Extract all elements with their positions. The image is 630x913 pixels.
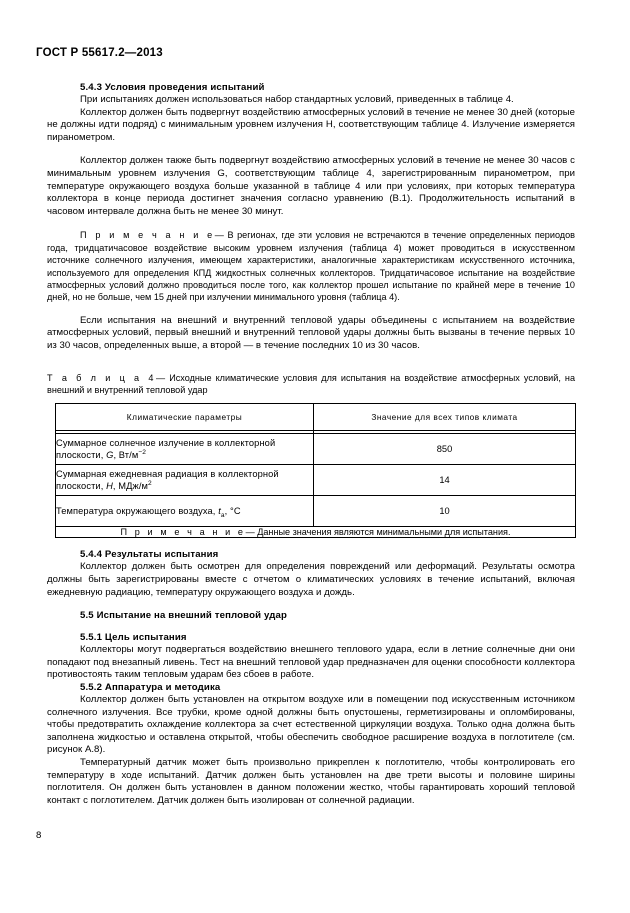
- paragraph-5-5-1-1: Коллекторы могут подвергаться воздействию внешнего теплового удара, если в летние солнечные дни они попадают под внезапный ливень. Тест на внешний тепловой удар предназначен для оценки способности коллектора противостоять таким тепловым ударам без сбоев в работе.: [47, 644, 575, 681]
- table-4-note-text: — Данные значения являются минимальными для испытания.: [245, 527, 511, 538]
- table-4-header-value: Значение для всех типов климата: [314, 404, 576, 431]
- table-4-param-ambient-temp: [56, 496, 314, 527]
- heading-5-4-3: 5.4.3 Условия проведения испытаний: [80, 82, 265, 93]
- table-4-value-irradiance: 850: [314, 434, 576, 465]
- table-4-header-row: [56, 404, 576, 431]
- table-4-header-parameters: Климатические параметры: [56, 404, 314, 431]
- note-text: — В регионах, где эти условия не встречаются в течение определенных периодов года, тридцатичасовое воздействие высоким уровнем излучения (таблица 4) может проводиться в искусственном источнике солнечного излучения, имеющем характеристики, аналогичные характеристикам искусственного источника, используемого для определения КПД жидкостных солнечных коллекторов. Тридцатичасовое испытание на воздействие атмосферных условий должно проводиться после того, как коллектор прошел испытание по крайней мере в течение 10 дней, но не больше, чем 15 дней при излучении минимального уровня (таблица 4).: [47, 230, 575, 303]
- table-4-value-ambient-temp: 10: [314, 496, 576, 527]
- heading-5-5-1: 5.5.1 Цель испытания: [80, 632, 187, 644]
- paragraph-5-5-2-1: Коллектор должен быть установлен на открытом воздухе или в помещении под искусственным источником солнечного излучения. Все трубки, кроме одной должны быть опустошены, герметизированы и опломбированы, чтобы предотвратить охлаждение коллектора за счет естественной циркуляции воздуха. Только одна должна быть заполнена жидкостью и оставлена открытой, чтобы обеспечить свободное расширение воздуха в поглотителе (см. рисунок А.8).: [47, 693, 575, 756]
- param-line-1: Температура окружающего воздуха,: [56, 506, 219, 517]
- param-exponent: −2: [138, 449, 147, 457]
- paragraph-5-4-3-2: Коллектор должен быть подвергнут воздействию атмосферных условий в течение не менее 30 дней (которые не должны идти подряд) с минимальным уровнем излучения H, соответствующим таблице 4. Излучение измеряется пиранометром.: [47, 106, 575, 143]
- param-line-1: Суммарная ежедневная радиация в коллекторной: [56, 468, 279, 479]
- param-line-2-post: , МДж/м: [112, 481, 149, 492]
- table-4-param-irradiance: [56, 434, 314, 465]
- paragraph-5-4-4-1: Коллектор должен быть осмотрен для определения повреждений или деформаций. Результаты осмотра должны быть зарегистрированы вместе с отчетом о климатических условиях в течение испытаний, включая ежедневную радиацию, температуру окружающего воздуха и дождь.: [47, 561, 575, 598]
- paragraph-5-4-3-4: Если испытания на внешний и внутренний тепловой удары объединены с испытанием на воздействие атмосферных условий, первый внешний и внутренний тепловой удары должны быть вызваны в течение первых 10 из 30 часов, определенных выше, а второй — в течение последних 10 из 30 часов.: [47, 314, 575, 351]
- table-4-value-daily-radiation: 14: [314, 465, 576, 496]
- param-symbol: H: [106, 481, 113, 492]
- table-4-caption: [47, 372, 575, 397]
- page-number: 8: [36, 830, 42, 841]
- param-line-2-pre: плоскости,: [56, 450, 107, 461]
- note-label: П р и м е ч а н и е: [80, 230, 215, 241]
- table-4-note-row: [56, 527, 576, 538]
- param-line-2-post: , °С: [224, 506, 241, 517]
- paragraph-5-4-3-3: Коллектор должен также быть подвергнут воздействию атмосферных условий в течение не менее 30 часов с минимальным уровнем излучения G, соответствующим таблице 4, зарегистрированным пиранометром, при температуре окружающего воздуха больше указанной в таблице 4 или при условиях, при которых температура коллектора в конце периода достигнет значения согласно уравнению (В.1). Продолжительность испытаний в часовом интервале должна быть не менее 30 минут.: [47, 155, 575, 217]
- param-exponent: 2: [148, 480, 152, 488]
- heading-5-5-2: 5.5.2 Аппаратура и методика: [80, 681, 221, 693]
- table-row: [56, 496, 576, 527]
- table-4-note-label: П р и м е ч а н и е: [120, 527, 246, 538]
- table-4-caption-label: Т а б л и ц а 4: [47, 372, 157, 383]
- note-5-4-3: [47, 229, 575, 303]
- param-line-1: Суммарное солнечное излучение в коллекторной: [56, 437, 276, 448]
- param-symbol: G: [106, 450, 114, 461]
- document-header-standard-code: ГОСТ Р 55617.2—2013: [36, 47, 163, 59]
- paragraph-5-5-2-2: Температурный датчик может быть произвольно прикреплен к поглотителю, чтобы контролировать его температуру в ходе испытаний. Датчик должен быть установлен на две трети высоты и половине ширины поглотителя. Он должен быть установлен в данном положении жестко, чтобы гарантировать хороший тепловой контакт с поглотителем. Датчик должен быть изолирован от солнечной радиации.: [47, 756, 575, 806]
- document-body: [47, 82, 575, 807]
- table-row: [56, 465, 576, 496]
- table-4: [55, 403, 576, 538]
- table-row: [56, 434, 576, 465]
- param-symbol: t: [218, 506, 221, 517]
- heading-5-5: 5.5 Испытание на внешний тепловой удар: [80, 610, 287, 622]
- param-subscript: a: [220, 511, 225, 519]
- paragraph-5-4-3-1: При испытаниях должен использоваться набор стандартных условий, приведенных в таблице 4.: [80, 94, 514, 105]
- heading-5-4-4: 5.4.4 Результаты испытания: [80, 549, 219, 561]
- table-4-caption-text: — Исходные климатические условия для испытания на воздействие атмосферных условий, на внешний и внутренний тепловой удар: [47, 372, 576, 395]
- table-4-note: [56, 527, 576, 538]
- param-line-2-post: , Вт/м: [113, 450, 139, 461]
- param-line-2-pre: плоскости,: [56, 481, 107, 492]
- table-4-param-daily-radiation: [56, 465, 314, 496]
